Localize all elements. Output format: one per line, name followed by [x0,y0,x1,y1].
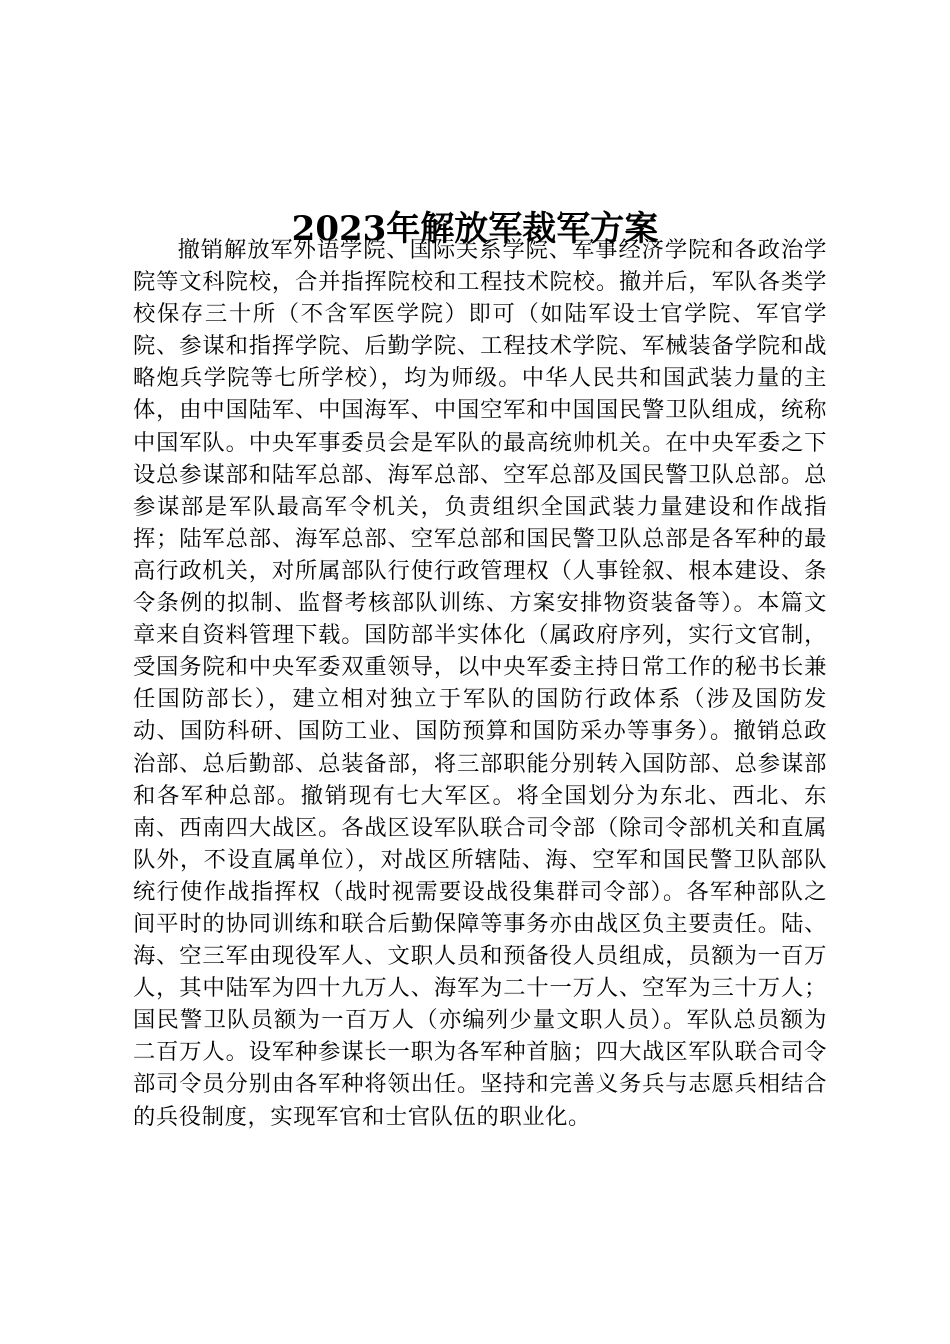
document-body-paragraph: 撤销解放军外语学院、国际关系学院、军事经济学院和各政治学院等文科院校，合并指挥院校和工程技术院校。撤并后，军队各类学校保存三十所（不含军医学院）即可（如陆军设士官学院、军官学院、参谋和指挥学院、后勤学院、工程技术学院、军械装备学院和战略炮兵学院等七所学校），均为师级。中华人民共和国武装力量的主体，由中国陆军、中国海军、中国空军和中国国民警卫队组成，统称中国军队。中央军事委员会是军队的最高统帅机关。在中央军委之下设总参谋部和陆军总部、海军总部、空军总部及国民警卫队总部。总参谋部是军队最高军令机关，负责组织全国武装力量建设和作战指挥；陆军总部、海军总部、空军总部和国民警卫队总部是各军种的最高行政机关，对所属部队行使行政管理权（人事铨叙、根本建设、条令条例的拟制、监督考核部队训练、方案安排物资装备等）。本篇文章来自资料管理下载。国防部半实体化（属政府序列，实行文官制，受国务院和中央军委双重领导，以中央军委主持日常工作的秘书长兼任国防部长），建立相对独立于军队的国防行政体系（涉及国防发动、国防科研、国防工业、国防预算和国防采办等事务）。撤销总政治部、总后勤部、总装备部，将三部职能分别转入国防部、总参谋部和各军种总部。撤销现有七大军区。将全国划分为东北、西北、东南、西南四大战区。各战区设军队联合司令部（除司令部机关和直属队外，不设直属单位），对战区所辖陆、海、空军和国民警卫队部队统行使作战指挥权（战时视需要设战役集群司令部）。各军种部队之间平时的协同训练和联合后勤保障等事务亦由战区负主要责任。陆、海、空三军由现役军人、文职人员和预备役人员组成，员额为一百万人，其中陆军为四十九万人、海军为二十一万人、空军为三十万人；国民警卫队员额为一百万人（亦编列少量文职人员）。军队总员额为二百万人。设军种参谋长一职为各军种首脑；四大战区军队联合司令部司令员分别由各军种将领出任。坚持和完善义务兵与志愿兵相结合的兵役制度，实现军官和士官队伍的职业化。 [133,237,827,1130]
document-title: 2023年解放军裁军方案 [291,208,659,249]
